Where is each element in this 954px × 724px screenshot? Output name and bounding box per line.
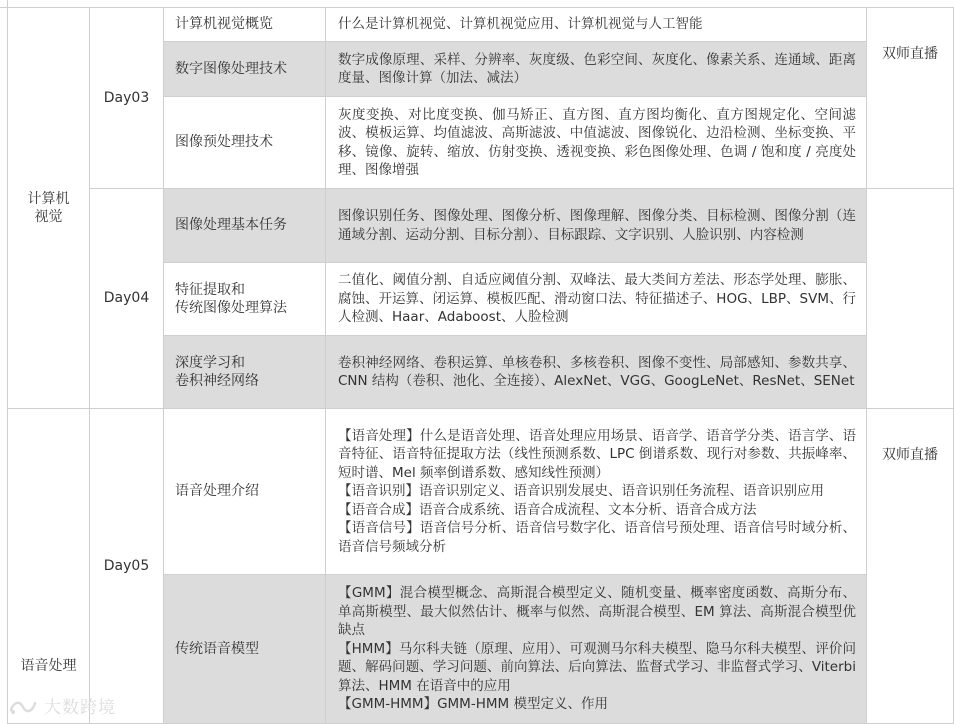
description-paragraph: 【GMM-HMM】GMM-HMM 模型定义、作用: [338, 696, 608, 713]
topic-description-cell: [326, 409, 867, 575]
topic-title-line: 图像处理基本任务: [175, 217, 287, 234]
description-paragraph: 二值化、阈值分割、自适应阈值分割、双峰法、最大类间方差法、形态学处理、膨胀、腐蚀、开运算、闭运算、模板匹配、滑动窗口法、特征描述子、HOG、LBP、SVM、行人检测、Haar、Adaboost、人脸检测: [338, 272, 856, 326]
topic-description: [338, 106, 856, 180]
area-cell: [8, 8, 90, 409]
day-cell: [90, 8, 164, 189]
brand-logo-icon: [8, 695, 38, 717]
topic-description-cell: [326, 42, 867, 97]
topic-title-cell: [164, 575, 326, 724]
table-left-border: [0, 0, 8, 724]
topic-title-cell: [164, 263, 326, 336]
topic-title-cell: [164, 97, 326, 189]
watermark-text: 大数跨境: [44, 698, 116, 718]
area-label-line: 计算机: [27, 190, 70, 207]
topic-title: [175, 281, 287, 318]
day-cell: [90, 409, 164, 724]
topic-description-cell: [326, 8, 867, 42]
topic-description-cell: [326, 336, 867, 409]
topic-title-line: 语音处理介绍: [175, 483, 259, 500]
description-paragraph: 【GMM】混合模型概念、高斯混合模型定义、随机变量、概率密度函数、高斯分布、单高斯模型、最大似然估计、概率与似然、高斯混合模型、EM 算法、高斯混合模型优缺点: [338, 585, 856, 639]
topic-description-cell: [326, 97, 867, 189]
description-paragraph: 【HMM】马尔科夫链（原理、应用）、可观测马尔科夫模型、隐马尔科夫模型、评价问题、解码问题、学习问题、前向算法、后向算法、监督式学习、非监督式学习、Viterbi 算法、HMM 在语音中的应用: [338, 640, 856, 694]
teaching-mode-cell: [867, 8, 954, 189]
topic-description-cell: [326, 263, 867, 336]
topic-description: [338, 15, 856, 34]
topic-title-cell: [164, 42, 326, 97]
day-label: Day04: [103, 290, 150, 307]
description-paragraph: 【语音合成】语音合成系统、语音合成流程、文本分析、语音合成方法: [338, 501, 757, 518]
topic-title: [175, 354, 259, 391]
area-label: [28, 190, 70, 227]
day-cell: [90, 189, 164, 409]
teaching-mode-cell: [867, 409, 954, 724]
topic-title-cell: [164, 409, 326, 575]
topic-description-cell: [326, 189, 867, 263]
topic-title: [175, 133, 273, 152]
topic-description: [338, 207, 856, 244]
topic-title-cell: [164, 336, 326, 409]
topic-description-cell: [326, 575, 867, 724]
topic-title: [175, 216, 287, 235]
description-paragraph: 图像识别任务、图像处理、图像分析、图像理解、图像分类、目标检测、图像分割（连通域分割、运动分割、目标分割）、目标跟踪、文字识别、人脸识别、内容检测: [338, 208, 856, 243]
description-paragraph: 什么是计算机视觉、计算机视觉应用、计算机视觉与人工智能: [338, 16, 703, 33]
description-paragraph: 卷积神经网络、卷积运算、单核卷积、多核卷积、图像不变性、局部感知、参数共享、CNN 结构（卷积、池化、全连接）、AlexNet、VGG、GoogLeNet、ResNet、SENet: [338, 354, 856, 389]
area-label: 语音处理: [20, 657, 77, 674]
teaching-mode-empty-cell: [867, 189, 954, 409]
description-paragraph: 数字成像原理、采样、分辨率、灰度级、色彩空间、灰度化、像素关系、连通域、距离度量、图像计算（加法、减法）: [338, 51, 856, 86]
topic-description: [338, 584, 856, 714]
description-paragraph: 【语音处理】什么是语音处理、语音处理应用场景、语音学、语音学分类、语言学、语音特征、语音特征提取方法（线性预测系数、LPC 倒谱系数、现行对参数、共振峰率、短时谱、Mel 频率倒谱系数、感知线性预测）: [338, 427, 856, 481]
topic-description: [338, 354, 856, 391]
topic-title-line: 数字图像处理技术: [175, 60, 287, 77]
description-paragraph: 【语音识别】语音识别定义、语音识别发展史、语音识别任务流程、语音识别应用: [338, 483, 824, 500]
teaching-mode-label: 双师直播: [882, 46, 938, 62]
watermark: [8, 693, 116, 718]
area-label-line: 视觉: [34, 209, 63, 225]
topic-title-line: 特征提取和: [175, 281, 245, 298]
topic-description: [338, 271, 856, 327]
topic-title: [175, 15, 273, 34]
topic-title-line: 深度学习和: [175, 354, 245, 371]
topic-title: [175, 640, 259, 659]
topic-title-line: 图像预处理技术: [175, 134, 273, 151]
topic-title: [175, 482, 259, 501]
topic-title-cell: [164, 189, 326, 263]
day-label: Day05: [103, 557, 150, 574]
description-paragraph: 【语音信号】语音信号分析、语音信号数字化、语音信号预处理、语音信号时域分析、语音信号频域分析: [338, 520, 856, 555]
topic-description: [338, 51, 856, 88]
description-paragraph: 灰度变换、对比度变换、伽马矫正、直方图、直方图均衡化、直方图规定化、空间滤波、模板运算、均值滤波、高斯滤波、中值滤波、图像锐化、边沿检测、坐标变换、平移、镜像、旋转、缩放、仿射变换、透视变换、彩色图像处理、色调 / 饱和度 / 亮度处理、图像增强: [338, 106, 856, 178]
topic-title-line: 传统图像处理算法: [175, 300, 287, 316]
area-cell: [8, 409, 90, 724]
topic-title-line: 计算机视觉概览: [175, 16, 273, 33]
topic-title-cell: [164, 8, 326, 42]
topic-title-line: 卷积神经网络: [175, 373, 259, 389]
topic-description: [338, 427, 856, 557]
teaching-mode-label: 双师直播: [882, 447, 938, 463]
topic-title: [175, 60, 287, 79]
day-label: Day03: [103, 89, 150, 106]
topic-title-line: 传统语音模型: [175, 640, 259, 657]
